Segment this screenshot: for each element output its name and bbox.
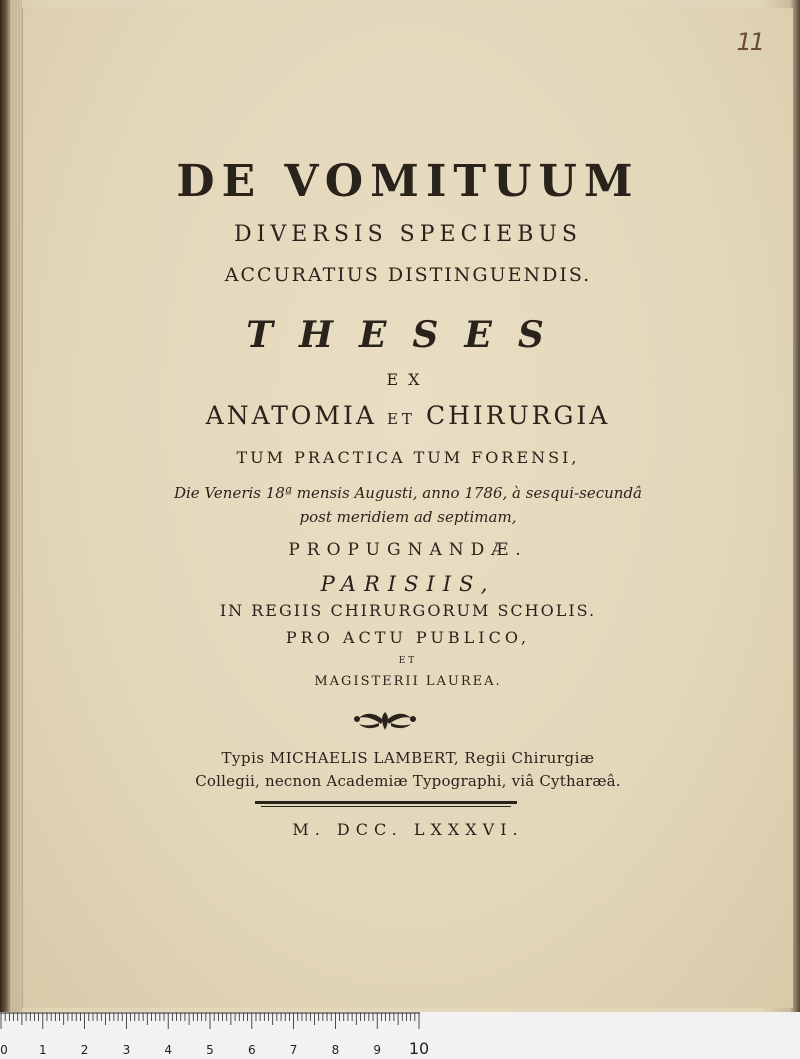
ruler-label: 8 bbox=[331, 1043, 340, 1057]
parisiis-line: PARISIIS, bbox=[320, 572, 496, 596]
decorative-rule-icon bbox=[255, 800, 517, 808]
ruler-label: 6 bbox=[247, 1043, 256, 1057]
magisterii-laurea-line: MAGISTERII LAUREA. bbox=[314, 674, 502, 689]
title-line-1: DE VOMITUUM bbox=[176, 156, 640, 207]
ruler-label: 4 bbox=[164, 1043, 173, 1057]
scale-ruler bbox=[0, 1012, 800, 1059]
chirurgia-word: CHIRURGIA bbox=[425, 401, 611, 430]
imprint-line-1: Typis MICHAELIS LAMBERT, Regii Chirurgiæ bbox=[221, 749, 595, 767]
publication-year: M. DCC. LXXXVI. bbox=[292, 820, 524, 839]
ruler-label: 3 bbox=[122, 1043, 131, 1057]
anatomia-chirurgia-line bbox=[23, 401, 793, 430]
scholis-line: IN REGIIS CHIRURGORUM SCHOLIS. bbox=[219, 601, 597, 620]
ruler-label: 5 bbox=[206, 1043, 214, 1057]
ruler-label: 9 bbox=[373, 1043, 382, 1057]
ruler-label: 2 bbox=[80, 1043, 89, 1057]
title-line-3: ACCURATIUS DISTINGUENDIS. bbox=[224, 264, 592, 286]
anatomia-word: ANATOMIA bbox=[205, 401, 377, 430]
et-small-line: ET bbox=[398, 656, 418, 666]
imprint-line-2: Collegii, necnon Academiæ Typographi, viâ Cytharæâ. bbox=[195, 772, 621, 790]
practica-forensi-line: TUM PRACTICA TUM FORENSI, bbox=[236, 448, 580, 467]
et-word: ET bbox=[386, 410, 416, 428]
folio-number: 11 bbox=[736, 28, 763, 56]
propugnandae-line: PROPUGNANDÆ. bbox=[288, 540, 528, 560]
ruler-ticks bbox=[0, 1012, 800, 1059]
book-page-edges bbox=[10, 0, 22, 1012]
date-line-2: post meridiem ad septimam, bbox=[299, 508, 517, 526]
fleuron-ornament-icon bbox=[353, 708, 417, 734]
title-line-2: DIVERSIS SPECIEBUS bbox=[234, 222, 582, 247]
theses-heading: THESES bbox=[246, 314, 570, 356]
ruler-label: 1 bbox=[38, 1043, 47, 1057]
ruler-label: 10 bbox=[408, 1039, 430, 1058]
ruler-label: 0 bbox=[0, 1043, 8, 1057]
date-line-1: Die Veneris 18ª mensis Augusti, anno 1786, à sesqui-secundâ bbox=[173, 484, 643, 502]
ruler-label: 7 bbox=[289, 1043, 298, 1057]
ex-line: EX bbox=[386, 370, 430, 389]
title-page bbox=[22, 8, 793, 1008]
actu-publico-line: PRO ACTU PUBLICO, bbox=[285, 628, 531, 647]
